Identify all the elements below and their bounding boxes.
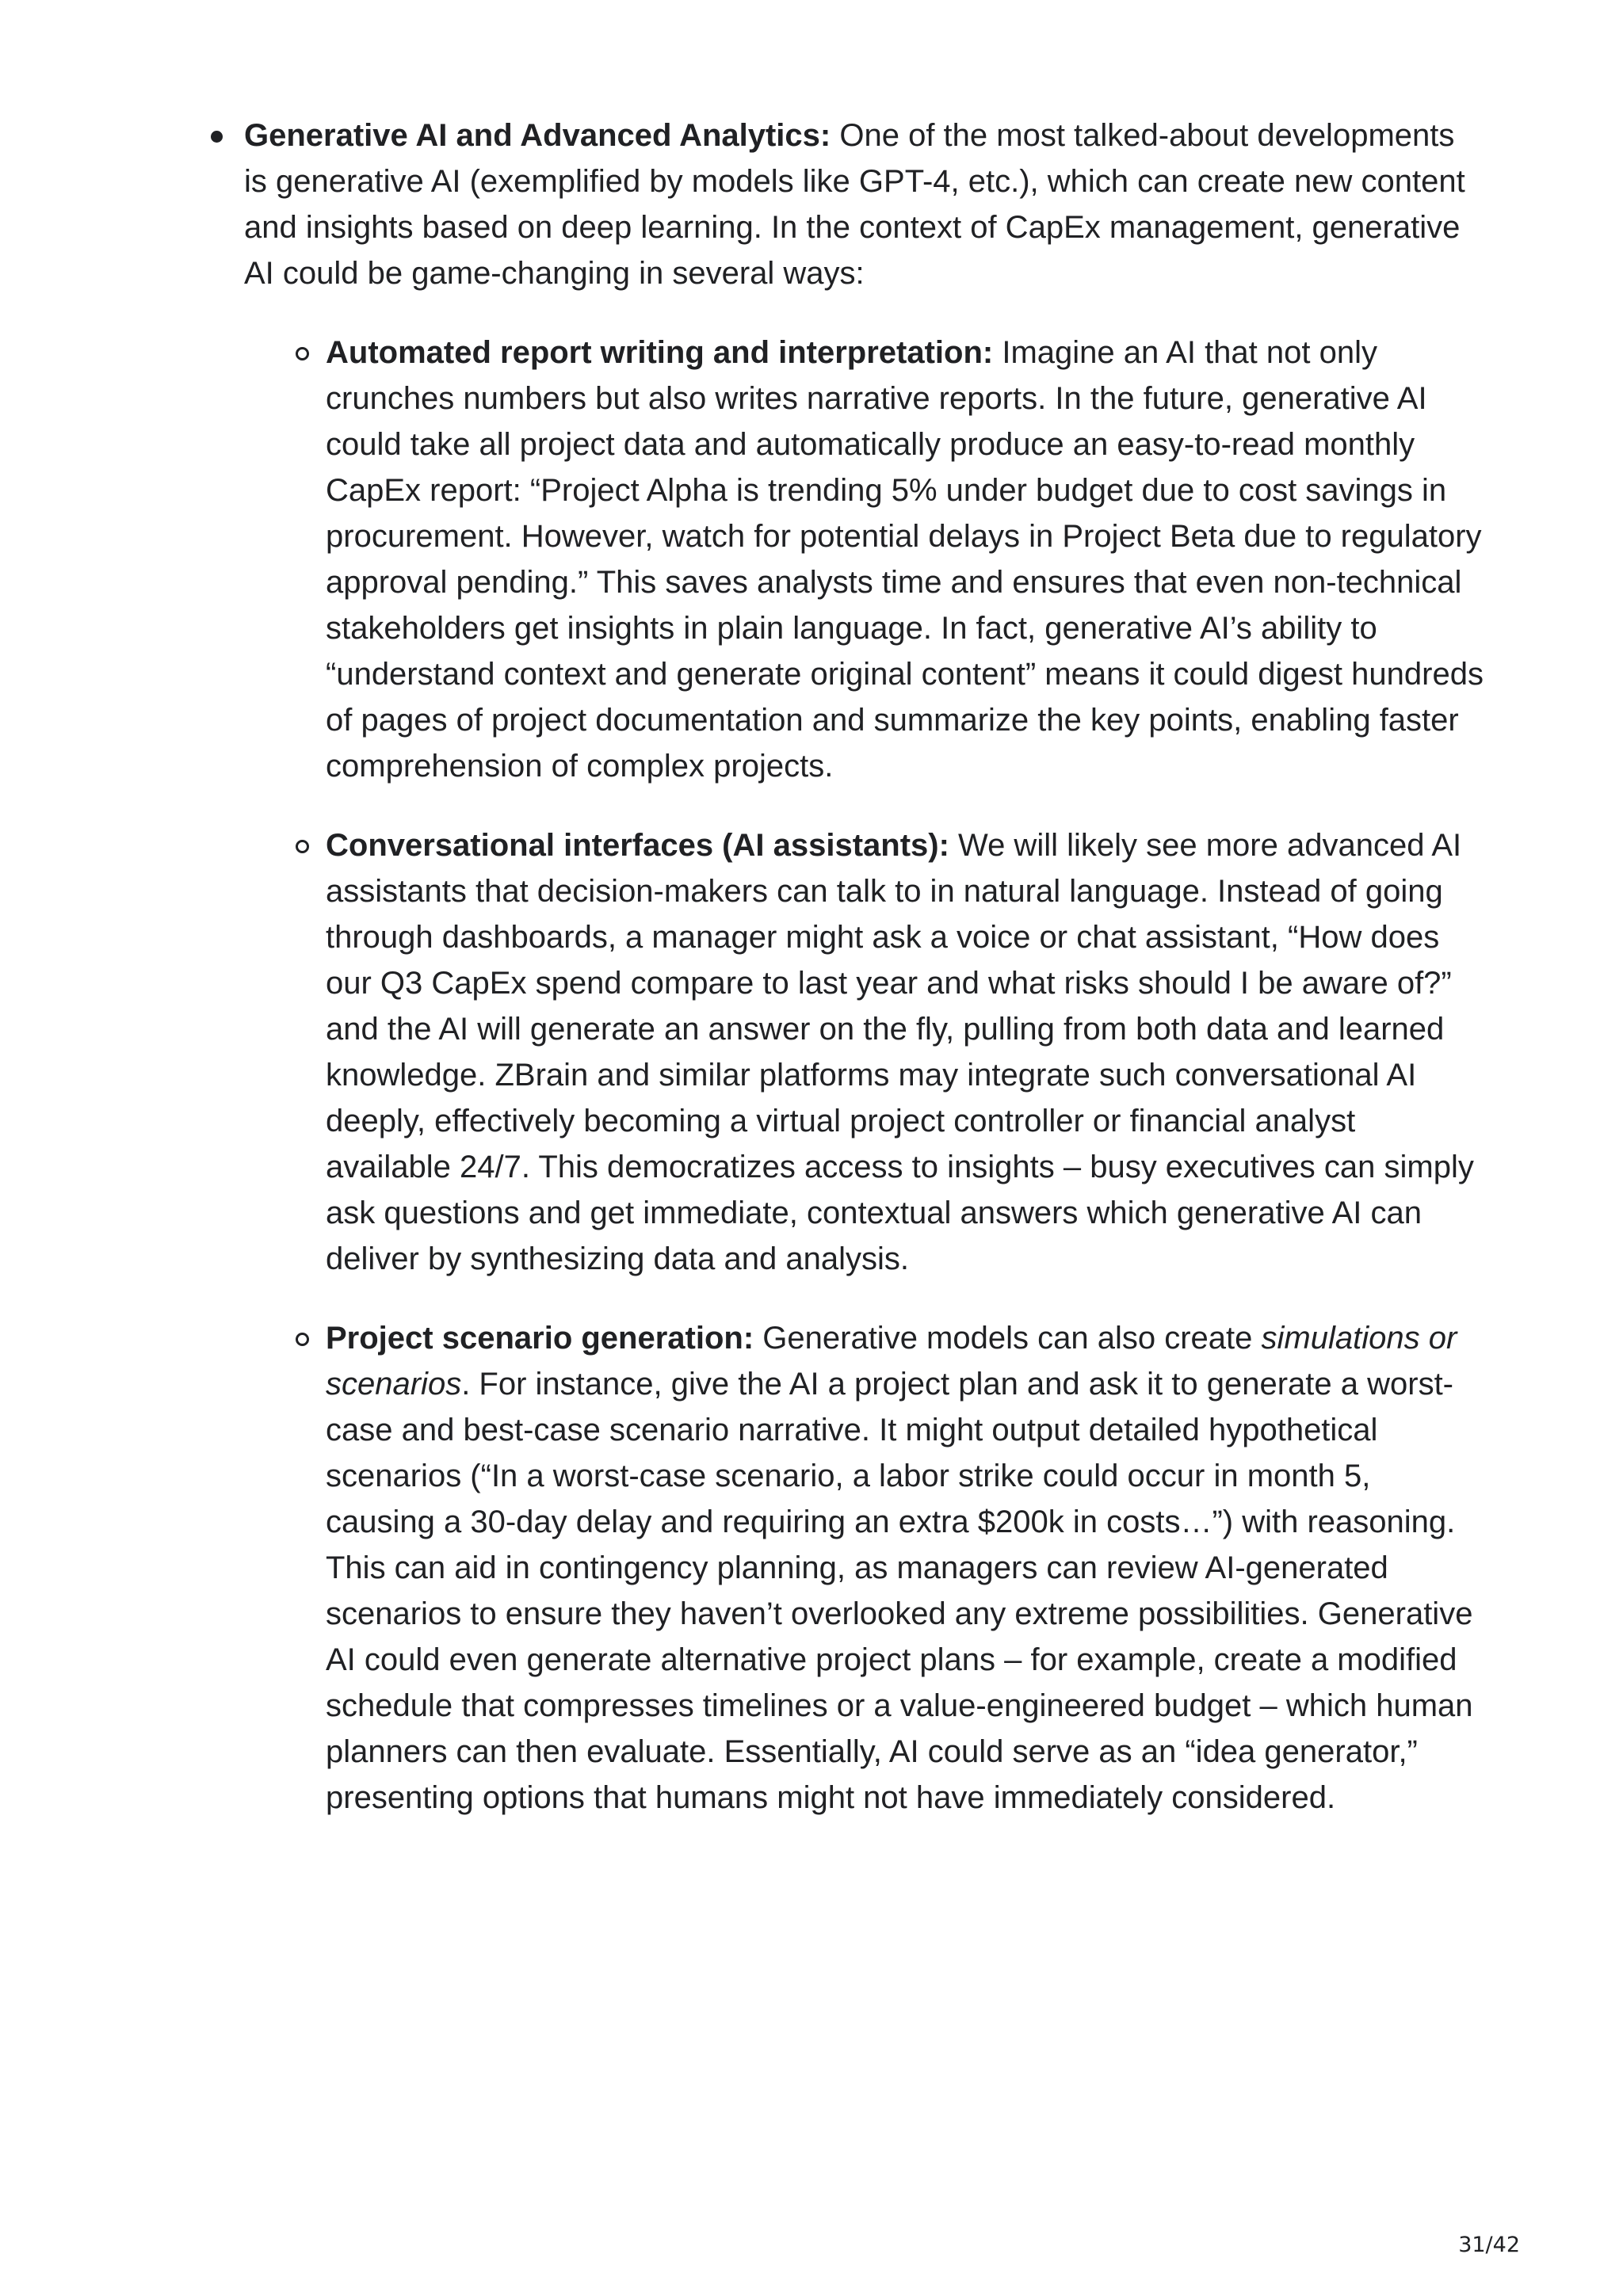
sub-item-report-writing (244, 330, 1485, 789)
document-content (201, 113, 1485, 1854)
sub-item-scenario-generation (244, 1315, 1485, 1821)
sub-bullet-list (244, 330, 1485, 1821)
list-item-generative-ai (201, 113, 1485, 1821)
list-item-paragraph (244, 113, 1485, 296)
sub-item-text: Imagine an AI that not only crunches numbers but also writes narrative reports. In the future, generative AI could take all project data and automatically produce an easy-to-read monthly CapEx report: “Project Alpha is trending 5% under budget due to cost savings in procurement. However, watch for potential delays in Project Beta due to regulatory approval pending.” This saves analysts time and ensures that even non-technical stakeholders get insights in plain language. In fact, generative AI’s ability to “understand context and generate original content” means it could digest hundreds of pages of project documentation and summarize the key points, enabling faster comprehension of complex projects. (326, 335, 1484, 784)
sub-item-text: . For instance, give the AI a project plan and ask it to generate a worst-case and best-case scenario narrative. It might output detailed hypothetical scenarios (“In a worst-case scenario, a labor strike could occur in month 5, causing a 30-day delay and requiring an extra $200k in costs…”) with reasoning. This can aid in contingency planning, as managers can review AI-generated scenarios to ensure they haven’t overlooked any extreme possibilities. Generative AI could even generate alternative project plans – for example, create a modified schedule that compresses timelines or a value-engineered budget – which human planners can then evaluate. Essentially, AI could serve as an “idea generator,” presenting options that humans might not have immediately considered. (326, 1367, 1473, 1815)
sub-item-paragraph (326, 330, 1485, 789)
sub-item-italic-text: simulations or scenarios (326, 1321, 1457, 1402)
list-item-heading: Generative AI and Advanced Analytics: (244, 118, 831, 153)
hollow-bullet-icon (296, 347, 309, 360)
sub-item-heading: Project scenario generation: (326, 1321, 754, 1356)
bullet-icon (211, 131, 223, 143)
hollow-bullet-icon (296, 1333, 309, 1346)
sub-item-heading: Conversational interfaces (AI assistants): (326, 828, 949, 863)
sub-item-heading: Automated report writing and interpretation: (326, 335, 994, 370)
sub-item-text: We will likely see more advanced AI assistants that decision-makers can talk to in natural language. Instead of going through dashboards, a manager might ask a voice or chat assistant, “How does our Q3 CapEx spend compare to last year and what risks should I be aware of?” and the AI will generate an answer on the fly, pulling from both data and learned knowledge. ZBrain and similar platforms may integrate such conversational AI deeply, effectively becoming a virtual project controller or financial analyst available 24/7. This democratizes access to insights – busy executives can simply ask questions and get immediate, contextual answers which generative AI can deliver by synthesizing data and analysis. (326, 828, 1474, 1276)
sub-item-paragraph (326, 822, 1485, 1282)
sub-item-paragraph (326, 1315, 1485, 1821)
sub-item-text: Generative models can also create (754, 1321, 1262, 1356)
bullet-list (201, 113, 1485, 1821)
page-number: 31/42 (1458, 2233, 1520, 2257)
hollow-bullet-icon (296, 840, 309, 853)
list-item-text: One of the most talked-about developments is generative AI (exemplified by models like GPT-4, etc.), which can create new content and insights based on deep learning. In the context of CapEx management, generative AI could be game-changing in several ways: (244, 118, 1465, 291)
sub-item-conversational-interfaces (244, 822, 1485, 1282)
